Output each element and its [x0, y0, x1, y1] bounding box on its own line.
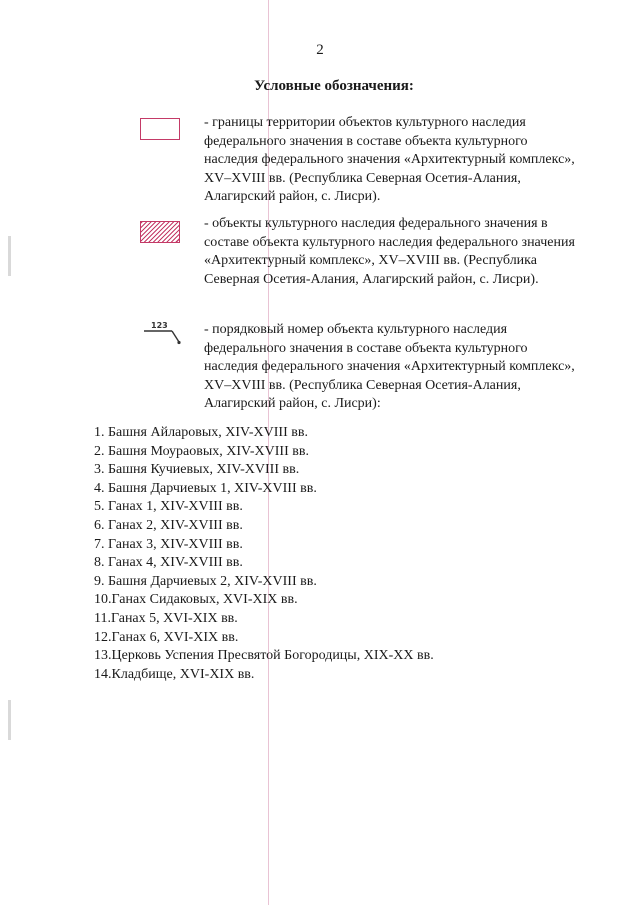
list-item: 8. Ганах 4, XIV-XVIII вв.: [94, 555, 243, 571]
legend-heading: Условные обозначения:: [254, 78, 414, 94]
list-item: 10.Ганах Сидаковых, XVI-XIX вв.: [94, 592, 298, 608]
list-item: 4. Башня Дарчиевых 1, XIV-XVIII вв.: [94, 480, 317, 496]
list-item: 14.Кладбище, XVI-XIX вв.: [94, 666, 255, 682]
objects-list: [94, 424, 434, 684]
legend-text-objects: - объекты культурного наследия федерального значения в составе объекта культурного наследия федерального значения «Архитектурный комплекс», XV–XVIII вв. (Республика Северная Осетия-Алания, Алагирский район, с. Лисри).: [204, 216, 575, 287]
list-item: 6. Ганах 2, XIV-XVIII вв.: [94, 517, 243, 533]
list-item: 11.Ганах 5, XVI-XIX вв.: [94, 610, 238, 626]
list-item: 13.Церковь Успения Пресвятой Богородицы, XIX-XX вв.: [94, 648, 434, 664]
legend-text-number: - порядковый номер объекта культурного наследия федерального значения в составе объекта культурного наследия федерального значения «Архитектурный комплекс», XV–XVIII вв. (Республика Северная Осетия-Алания, Алагирский район, с. Лисри):: [204, 322, 575, 411]
list-item: 3. Башня Кучиевых, XIV-XVIII вв.: [94, 462, 300, 478]
list-item: 9. Башня Дарчиевых 2, XIV-XVIII вв.: [94, 573, 317, 589]
list-item: 2. Башня Моураовых, XIV-XVIII вв.: [94, 443, 309, 459]
list-item: 1. Башня Айларовых, XIV-XVIII вв.: [94, 425, 308, 440]
list-item: 5. Ганах 1, XIV-XVIII вв.: [94, 499, 243, 515]
list-item: 12.Ганах 6, XVI-XIX вв.: [94, 629, 239, 645]
scan-edge-mark: [8, 236, 11, 276]
hatched-object-icon: [140, 221, 180, 243]
page-number: 2: [316, 42, 324, 58]
list-item: 7. Ганах 3, XIV-XVIII вв.: [94, 536, 243, 552]
number-leader-icon: [142, 320, 184, 353]
number-leader-label: 123: [151, 321, 168, 330]
scan-edge-mark: [8, 700, 11, 740]
boundary-outline-icon: [140, 118, 180, 140]
legend-text-boundary: - границы территории объектов культурного наследия федерального значения в составе объекта культурного наследия федерального значения «Архитектурный комплекс», XV–XVIII вв. (Республика Северная Осетия-Алания, Алагирский район, с. Лисри).: [204, 115, 575, 204]
